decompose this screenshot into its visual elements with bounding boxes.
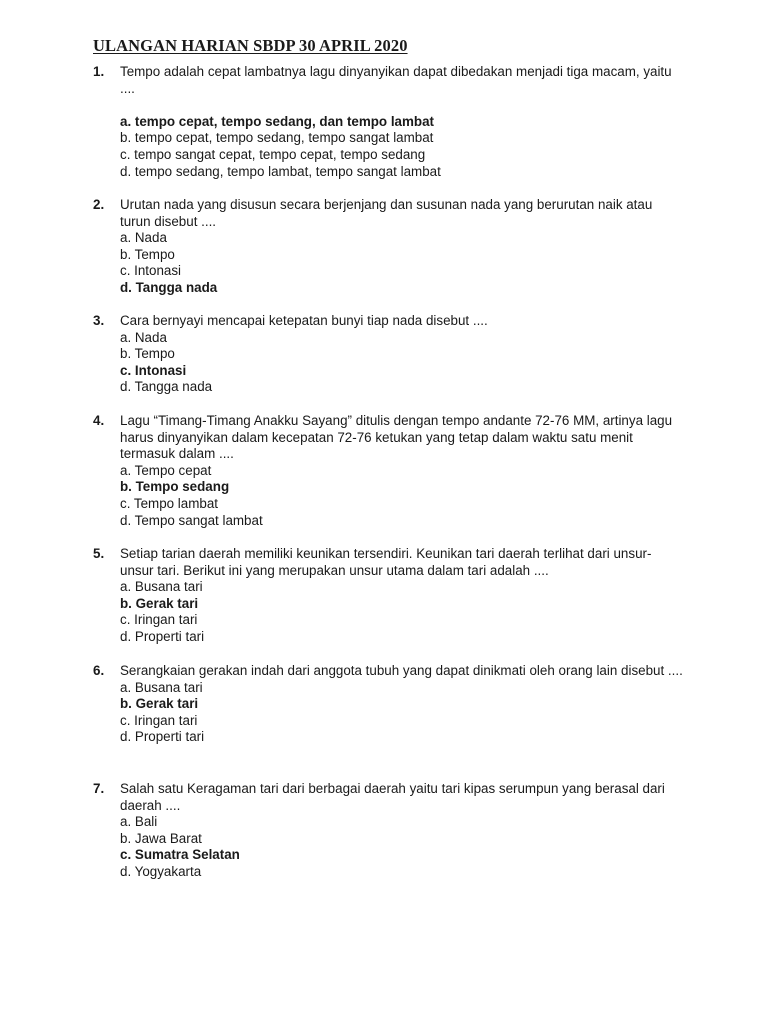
question-3 [93, 313, 683, 396]
option-b: b. Gerak tari [120, 696, 199, 712]
option-b: b. Tempo sedang [120, 479, 230, 495]
question-number: 6. [93, 663, 105, 678]
question-number: 7. [93, 781, 105, 796]
option-a: a. Nada [120, 329, 167, 345]
question-number: 5. [93, 546, 105, 561]
question-text: Serangkaian gerakan indah dari anggota tubuh yang dapat dinikmati oleh orang lain disebut .... [120, 663, 683, 678]
question-number: 3. [93, 313, 105, 328]
option-c: c. Iringan tari [120, 612, 198, 628]
question-text: Salah satu Keragaman tari dari berbagai daerah yaitu tari kipas serumpun yang berasal dari daerah .... [120, 781, 665, 813]
option-a: a. Busana tari [120, 679, 203, 695]
question-number: 4. [93, 413, 105, 428]
question-7 [93, 781, 683, 881]
option-d: d. Tangga nada [120, 379, 213, 395]
question-text: Tempo adalah cepat lambatnya lagu dinyanyikan dapat dibedakan menjadi tiga macam, yaitu .... [120, 64, 672, 96]
question-number: 2. [93, 197, 105, 212]
option-a: a. Nada [120, 230, 167, 246]
option-c: c. Sumatra Selatan [120, 847, 240, 863]
option-d: d. Yogyakarta [120, 863, 202, 879]
option-d: d. Tangga nada [120, 279, 218, 295]
option-a: a. Tempo cepat [120, 462, 212, 478]
question-1 [93, 64, 683, 180]
question-2 [93, 197, 683, 297]
option-a: a. Bali [120, 814, 158, 830]
option-b: b. Tempo [120, 246, 175, 262]
option-c: c. tempo sangat cepat, tempo cepat, tempo sedang [120, 146, 426, 162]
option-c: c. Intonasi [120, 362, 187, 378]
page-title: ULANGAN HARIAN SBDP 30 APRIL 2020 [93, 36, 408, 55]
option-d: d. tempo sedang, tempo lambat, tempo sangat lambat [120, 163, 441, 179]
question-text: Lagu “Timang-Timang Anakku Sayang” ditulis dengan tempo andante 72-76 MM, artinya lagu harus dinyanyikan dalam kecepatan 72-76 ketukan yang tetap dalam waktu satu menit termasuk dalam .... [120, 413, 673, 462]
question-number: 1. [93, 64, 105, 79]
question-4 [93, 413, 683, 529]
option-c: c. Tempo lambat [120, 495, 218, 511]
option-c: c. Iringan tari [120, 712, 198, 728]
option-a: a. Busana tari [120, 579, 203, 595]
option-b: b. Tempo [120, 346, 175, 362]
option-b: b. tempo cepat, tempo sedang, tempo sangat lambat [120, 130, 434, 146]
option-d: d. Properti tari [120, 729, 205, 745]
option-b: b. Gerak tari [120, 595, 199, 611]
option-d: d. Properti tari [120, 628, 205, 644]
question-text: Cara bernyayi mencapai ketepatan bunyi tiap nada disebut .... [120, 313, 488, 328]
option-b: b. Jawa Barat [120, 830, 202, 846]
option-c: c. Intonasi [120, 263, 182, 279]
option-d: d. Tempo sangat lambat [120, 512, 263, 528]
question-5 [93, 546, 683, 646]
question-text: Setiap tarian daerah memiliki keunikan tersendiri. Keunikan tari daerah terlihat dari unsur-unsur tari. Berikut ini yang merupakan unsur utama dalam tari adalah .... [120, 546, 652, 578]
question-text: Urutan nada yang disusun secara berjenjang dan susunan nada yang berurutan naik atau turun disebut .... [120, 197, 653, 229]
question-6 [93, 663, 683, 746]
option-a: a. tempo cepat, tempo sedang, dan tempo lambat [120, 113, 434, 129]
